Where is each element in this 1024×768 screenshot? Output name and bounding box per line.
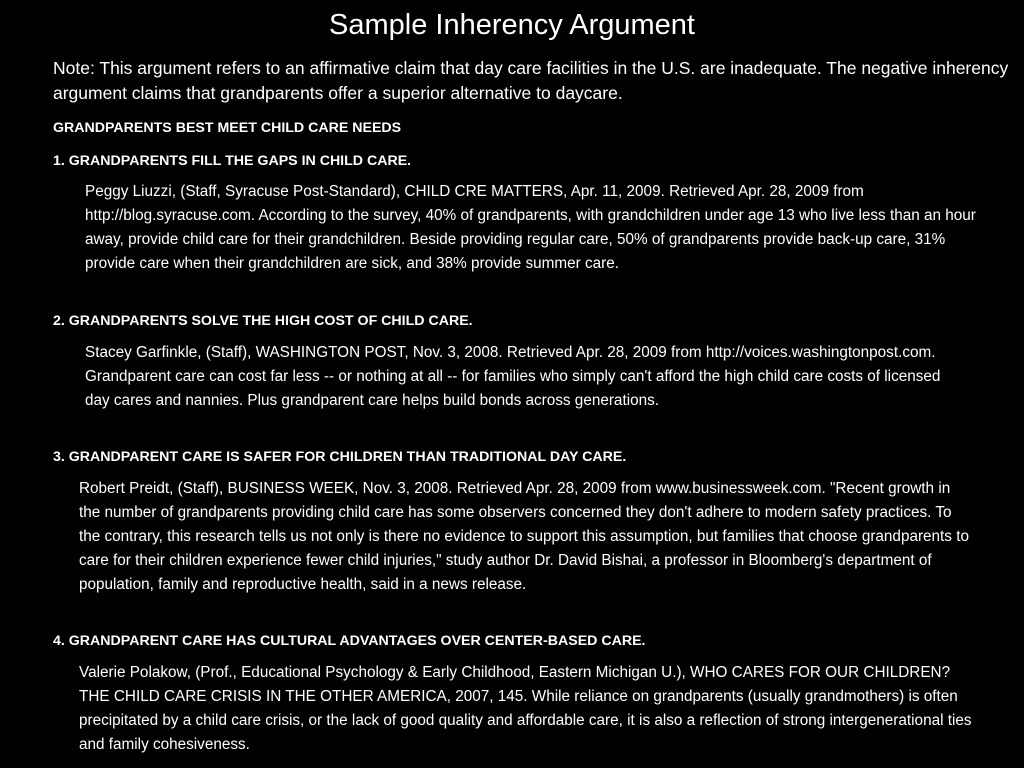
point-3-heading: 3. GRANDPARENT CARE IS SAFER FOR CHILDREN THAN TRADITIONAL DAY CARE. xyxy=(53,449,627,465)
point-4-heading: 4. GRANDPARENT CARE HAS CULTURAL ADVANTAGES OVER CENTER-BASED CARE. xyxy=(53,633,646,649)
point-1-evidence: Peggy Liuzzi, (Staff, Syracuse Post-Standard), CHILD CRE MATTERS, Apr. 11, 2009. Retrieved Apr. 28, 2009 from http://blog.syracuse.com. According to the survey, 40% of grandparents, with grandchildren under age 13 who live less than an hour away, provide child care for their grandchildren. Beside providing regular care, 50% of grandparents provide back-up care, 31% provide care when their grandchildren are sick, and 38% provide summer care. xyxy=(85,183,976,272)
point-2-heading: 2. GRANDPARENTS SOLVE THE HIGH COST OF CHILD CARE. xyxy=(53,313,473,329)
slide-title: Sample Inherency Argument xyxy=(329,9,695,41)
point-2-evidence: Stacey Garfinkle, (Staff), WASHINGTON POST, Nov. 3, 2008. Retrieved Apr. 28, 2009 from http://voices.washingtonpost.com. Grandparent care can cost far less -- or nothing at all -- for families who simply can't afford the high child care costs of licensed day cares and nannies. Plus grandparent care helps build bonds across generations. xyxy=(85,344,941,409)
main-heading: GRANDPARENTS BEST MEET CHILD CARE NEEDS xyxy=(53,120,402,136)
note-paragraph: Note: This argument refers to an affirmative claim that day care facilities in the U.S. are inadequate. The negative inherency argument claims that grandparents offer a superior alternative to daycare. xyxy=(53,58,1009,103)
point-3-evidence: Robert Preidt, (Staff), BUSINESS WEEK, Nov. 3, 2008. Retrieved Apr. 28, 2009 from www.businessweek.com. "Recent growth in the number of grandparents providing child care has some observers concerned they don't adhere to modern safety practices. To the contrary, this research tells us not only is there no evidence to support this assumption, but families that choose grandparents to care for their children experience fewer child injuries," study author Dr. David Bishai, a professor in Bloomberg's department of population, family and reproductive health, said in a news release. xyxy=(79,480,969,593)
point-4-evidence: Valerie Polakow, (Prof., Educational Psychology & Early Childhood, Eastern Michigan U.), WHO CARES FOR OUR CHILDREN? THE CHILD CARE CRISIS IN THE OTHER AMERICA, 2007, 145. While reliance on grandparents (usually grandmothers) is often precipitated by a child care crisis, or the lack of good quality and affordable care, it is also a reflection of strong intergenerational ties and family cohesiveness. xyxy=(79,664,972,753)
point-1-heading: 1. GRANDPARENTS FILL THE GAPS IN CHILD CARE. xyxy=(53,153,412,169)
